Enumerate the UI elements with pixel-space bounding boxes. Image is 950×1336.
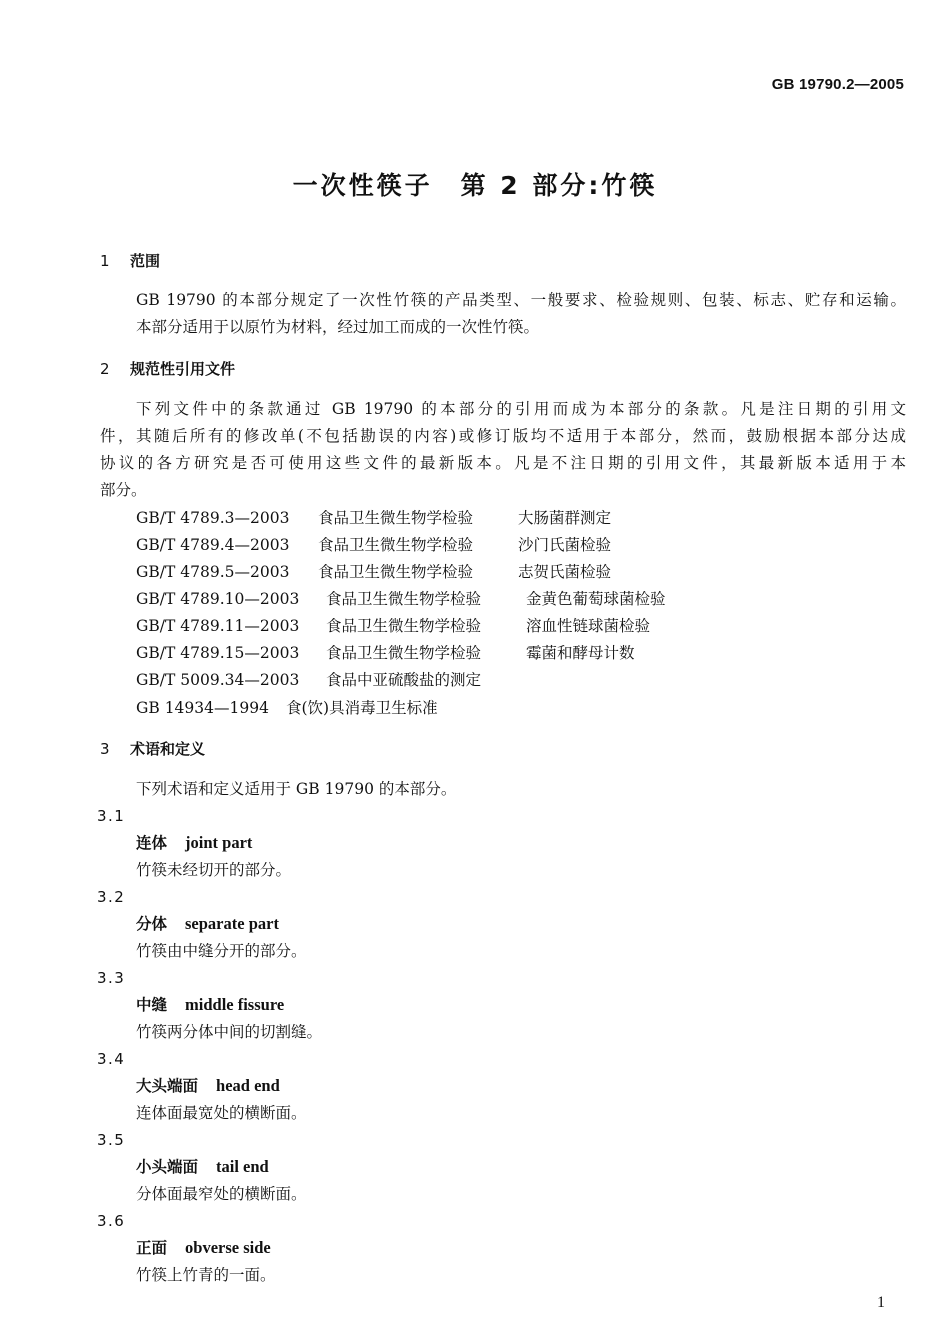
term-name — [136, 1076, 280, 1096]
paragraph-line: GB 19790 的本部分规定了一次性竹筷的产品类型、一般要求、检验规则、包装、标志、贮存和运输。 — [136, 291, 906, 309]
paragraph-line: 部分。 — [100, 481, 147, 499]
term-zh: 正面 — [136, 1238, 168, 1257]
term-definition: 竹筷两分体中间的切割缝。 — [136, 1023, 323, 1041]
term-en: tail end — [216, 1157, 269, 1176]
term-en: middle fissure — [185, 995, 285, 1014]
paragraph-line: 本部分适用于以原竹为材料，经过加工而成的一次性竹筷。 — [136, 318, 540, 336]
section-1-heading — [100, 251, 160, 271]
reference-title: 食品中亚硫酸盐的测定 — [326, 671, 482, 689]
reference-subtitle: 金黄色葡萄球菌检验 — [526, 590, 666, 608]
term-name — [136, 1157, 269, 1177]
reference-item — [136, 698, 438, 718]
term-number: 3.2 — [97, 888, 126, 906]
reference-title: 食品卫生微生物学检验 — [326, 590, 482, 608]
reference-code: GB 14934—1994 — [136, 699, 269, 717]
reference-item — [136, 589, 666, 609]
reference-item — [136, 670, 481, 690]
term-name — [136, 1238, 271, 1258]
reference-code: GB/T 4789.10—2003 — [136, 590, 300, 608]
reference-title: 食品卫生微生物学检验 — [318, 563, 474, 581]
term-number: 3.4 — [97, 1050, 126, 1068]
section-number: 3 — [100, 740, 110, 758]
paragraph-line: 协议的各方研究是否可使用这些文件的最新版本。凡是不注日期的引用文件，其最新版本适用于本 — [100, 454, 906, 472]
page-number: 1 — [877, 1294, 885, 1311]
reference-title: 食品卫生微生物学检验 — [326, 617, 482, 635]
term-number: 3.6 — [97, 1212, 126, 1230]
term-definition: 竹筷未经切开的部分。 — [136, 861, 292, 879]
reference-code: GB/T 4789.4—2003 — [136, 536, 290, 554]
reference-subtitle: 志贺氏菌检验 — [518, 563, 612, 581]
term-zh: 小头端面 — [136, 1157, 199, 1176]
term-definition: 连体面最宽处的横断面。 — [136, 1104, 307, 1122]
document-title — [0, 166, 950, 202]
reference-item — [136, 562, 611, 582]
section-3-heading — [100, 739, 205, 759]
reference-item — [136, 643, 635, 663]
term-number: 3.1 — [97, 807, 126, 825]
term-number: 3.3 — [97, 969, 126, 987]
section-title: 规范性引用文件 — [130, 360, 236, 378]
reference-item — [136, 616, 650, 636]
term-definition: 分体面最窄处的横断面。 — [136, 1185, 307, 1203]
reference-title: 食品卫生微生物学检验 — [318, 536, 474, 554]
paragraph-line: 下列文件中的条款通过 GB 19790 的本部分的引用而成为本部分的条款。凡是注日期的引用文 — [136, 400, 906, 418]
term-name — [136, 833, 252, 853]
paragraph-line: 下列术语和定义适用于 GB 19790 的本部分。 — [136, 780, 457, 798]
section-title: 范围 — [130, 252, 161, 270]
reference-item — [136, 508, 611, 528]
term-en: joint part — [185, 833, 253, 852]
term-zh: 大头端面 — [136, 1076, 199, 1095]
term-en: separate part — [185, 914, 279, 933]
reference-subtitle: 沙门氏菌检验 — [518, 536, 612, 554]
reference-title: 食(饮)具消毒卫生标准 — [286, 699, 438, 717]
reference-subtitle: 溶血性链球菌检验 — [526, 617, 651, 635]
reference-title: 食品卫生微生物学检验 — [326, 644, 482, 662]
reference-subtitle: 霉菌和酵母计数 — [526, 644, 635, 662]
reference-subtitle: 大肠菌群测定 — [518, 509, 612, 527]
section-2-heading — [100, 359, 235, 379]
reference-code: GB/T 4789.15—2003 — [136, 644, 300, 662]
term-name — [136, 995, 284, 1015]
reference-item — [136, 535, 611, 555]
term-en: obverse side — [185, 1238, 271, 1257]
term-number: 3.5 — [97, 1131, 126, 1149]
standard-code: GB 19790.2—2005 — [771, 76, 904, 93]
reference-code: GB/T 5009.34—2003 — [136, 671, 300, 689]
reference-title: 食品卫生微生物学检验 — [318, 509, 474, 527]
title-part: 第 2 部分:竹筷 — [460, 171, 658, 200]
section-number: 2 — [100, 360, 110, 378]
reference-code: GB/T 4789.11—2003 — [136, 617, 300, 635]
term-en: head end — [216, 1076, 280, 1095]
title-main: 一次性筷子 — [292, 171, 433, 200]
term-zh: 连体 — [136, 833, 168, 852]
paragraph-line: 件，其随后所有的修改单(不包括勘误的内容)或修订版均不适用于本部分，然而，鼓励根据本部分达成 — [100, 427, 906, 445]
term-name — [136, 914, 279, 934]
term-definition: 竹筷上竹青的一面。 — [136, 1266, 276, 1284]
reference-code: GB/T 4789.5—2003 — [136, 563, 290, 581]
section-number: 1 — [100, 252, 110, 270]
section-title: 术语和定义 — [130, 740, 206, 758]
reference-code: GB/T 4789.3—2003 — [136, 509, 290, 527]
term-zh: 分体 — [136, 914, 168, 933]
term-definition: 竹筷由中缝分开的部分。 — [136, 942, 307, 960]
term-zh: 中缝 — [136, 995, 168, 1014]
